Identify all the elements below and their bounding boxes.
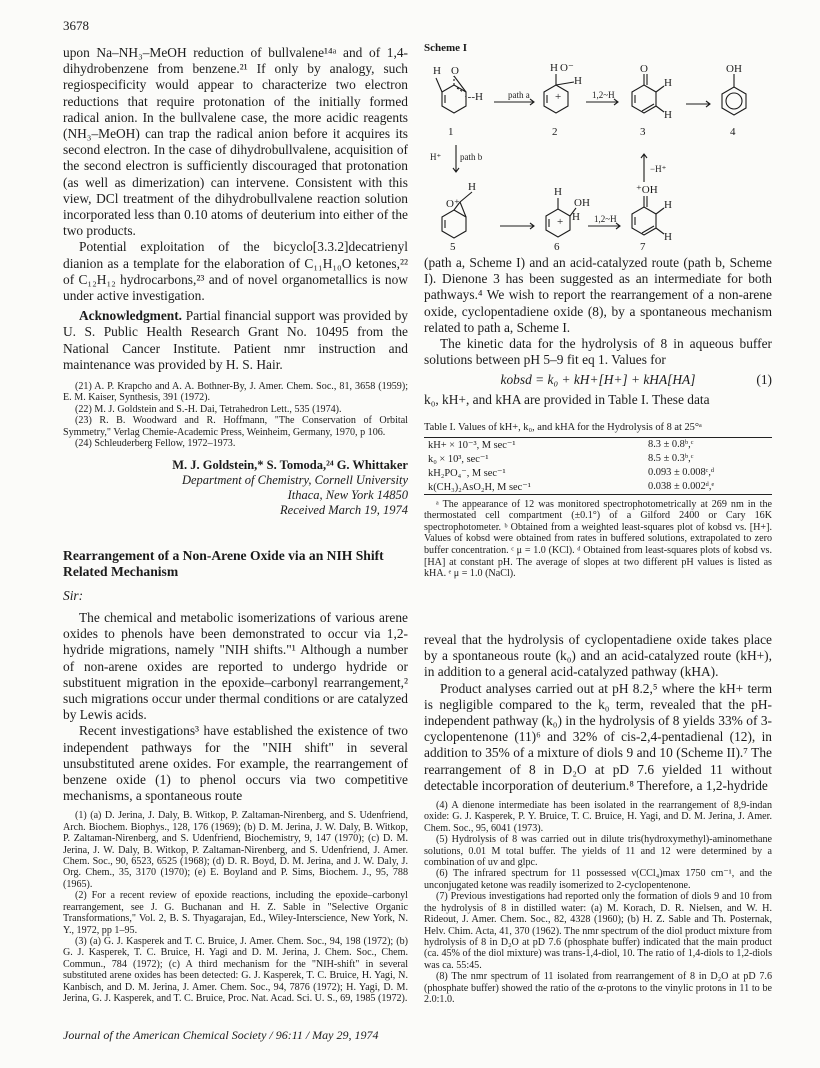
table-value: 8.5 ± 0.3ᵇ,ᶜ bbox=[648, 453, 694, 465]
signature-block bbox=[63, 458, 408, 518]
label-H-6a: H bbox=[554, 186, 562, 198]
footnote-5: (5) Hydrolysis of 8 was carried out in dilute tris(hydroxymethyl)-aminomethane solutions, 0.01 M total buffer. The yields of 11 and 12 were determined by a combination of uv and glpc. bbox=[424, 834, 772, 869]
footnote-24: (24) Schleuderberg Fellow, 1972–1973. bbox=[75, 438, 236, 450]
label-plus-2: + bbox=[555, 91, 562, 103]
author-department: Department of Chemistry, Cornell University bbox=[181, 472, 408, 487]
footnote-22: (22) M. J. Goldstein and S.-H. Dai, Tetrahedron Lett., 535 (1974). bbox=[75, 403, 342, 415]
label-OH-4: OH bbox=[726, 63, 742, 75]
footnote-3: (3) (a) G. J. Kasperek and T. C. Bruice, J. Amer. Chem. Soc., 94, 198 (1972); (b) G. J. Kasperek, T. C. Bruice, H. Yagi and D. M. Jerina, J. Chem. Soc., Chem. Commun., 784 (1972); (c) A third mechanism for the "NIH-shift" in several substituted arene oxides has been detected: G. J. Kasperek, T. C. Bruice, H. Yagi, N. Kanbisch, and D. M. Jerina, J. Amer. Chem. Soc., 94, 7876 (1972); H. Yagi, D. M. Jerina, G. J. Kasperek, and T. C. Bruice, Proc. Nat. Acad. Sci. U. S., 69, 1985 (1972). bbox=[63, 935, 408, 1004]
label-H-7b: H bbox=[664, 231, 672, 243]
label-dotH-1: ·--H bbox=[464, 91, 483, 103]
page-number: 3678 bbox=[63, 18, 89, 33]
label-Ominus-2: O⁻ bbox=[560, 62, 574, 74]
label-H-7a: H bbox=[664, 199, 672, 211]
rate-constants-table bbox=[424, 437, 772, 495]
label-H-1: H bbox=[433, 65, 441, 77]
label-H-6b: H bbox=[572, 211, 580, 223]
right-column-top bbox=[424, 255, 772, 580]
label-O-3: O bbox=[640, 63, 648, 75]
table-param: kH+ × 10⁻³, M sec⁻¹ bbox=[428, 439, 516, 451]
footnote-1: (1) (a) D. Jerina, J. Daly, B. Witkop, P. Zaltaman-Nirenberg, and S. Udenfriend, Arch. Biochem. Biophys., 128, 176 (1969); (b) D. M. Jerina, J. W. Daly, B. Witkop, P. Zaltaman-Nirenberg, and S. Udenfriend, Biochemistry, 9, 147 (1970); (c) D. M. Jerina, J. W. Daly, B. Witkop, P. Zaltaman-Nirenberg, and S. Udenfriend, J. Amer. Chem. Soc., 90, 6523, 6525 (1968); (d) D. R. Boyd, D. M. Jerina, and J. W. Daly, J. Org. Chem., 35, 3170 (1970); (e) E. Boyland and P. Sims, Biochem. J., 95, 788 (1965). bbox=[63, 810, 408, 890]
compound-number-1: 1 bbox=[448, 126, 454, 138]
label-H-2: H bbox=[550, 62, 558, 74]
label-OHplus-7: ⁺OH bbox=[636, 184, 658, 196]
scheme-label: Scheme I bbox=[424, 42, 468, 54]
label-path-b: path b bbox=[460, 152, 483, 162]
author-names: M. J. Goldstein,* S. Tomoda,²⁴ G. Whittaker bbox=[172, 457, 408, 472]
author-location: Ithaca, New York 14850 bbox=[287, 487, 408, 502]
salutation: Sir: bbox=[63, 588, 84, 603]
footnotes-block-3 bbox=[424, 800, 772, 1005]
table-param: kH₂PO₄⁻, M sec⁻¹ bbox=[428, 467, 506, 479]
footnote-7: (7) Previous investigations had reported only the formation of diols 9 and 10 from the hydrolysis of 8 in distilled water: (a) M. Korach, D. R. Nielsen, and W. H. Rideout, J. Amer. Chem. Soc., 82, 4328 (1960); (b) H. Z. Sable and Th. Posternak, Helv. Chim. Acta, 41, 370 (1962). The nmr spectrum of the diol product mixture from hydrolysis of 8 in D₂O at pD 7.6 (phosphate buffer) indicated that the main product (ca. 45% of the diol mixture) was trans-1,4-diol, 10. The ratio of 1,4-diols to 1,2-diols was ca. 55:45. bbox=[424, 891, 772, 971]
pathways-paragraph: (path a, Scheme I) and an acid-catalyzed route (path b, Scheme I). Dienone 3 has been suggested as an intermediate for both pathways.⁴ We wish to report the rearrangement of a non-arene oxide, cyclopentadiene oxide (8), by a spontaneous mechanism related to path a, Scheme I. bbox=[424, 255, 772, 335]
label-H-3b: H bbox=[664, 109, 672, 121]
table-row bbox=[424, 480, 772, 495]
label-O-1: O bbox=[451, 65, 459, 77]
label-OH-6: OH bbox=[574, 197, 590, 209]
label-minus-h: −H⁺ bbox=[650, 164, 667, 174]
compound-number-2: 2 bbox=[552, 126, 558, 138]
intro-paragraph: The chemical and metabolic isomerizations of various arene oxides to phenols have been demonstrated to occur via 1,2-hydride migrations, namely "NIH shifts."¹ Although a number of non-arene oxides are reported to undergo hydride or substituent migration in the epoxide–carbonyl rearrangement,² such migrations occur under thermal conditions or are catalyzed by Lewis acids. bbox=[63, 610, 408, 723]
table-value: 0.038 ± 0.002ᵈ,ᵉ bbox=[648, 481, 715, 493]
label-plus-6: + bbox=[557, 216, 564, 228]
table-row bbox=[424, 437, 772, 452]
ring-7 bbox=[632, 207, 656, 235]
scheme-figure bbox=[424, 42, 772, 252]
reveal-paragraph: reveal that the hydrolysis of cyclopentadiene oxide takes place by a spontaneous route (k₀) and an acid-catalyzed route (kH+), in addition to a general acid-catalyzed pathway (kHA). bbox=[424, 632, 772, 680]
label-path-a: path a bbox=[508, 90, 530, 100]
kinetics-paragraph: The kinetic data for the hydrolysis of 8 in aqueous buffer solutions between pH 5–9 fit eq 1. Values for bbox=[424, 336, 772, 368]
equation-1 bbox=[424, 368, 772, 392]
investigation-paragraph: Recent investigations³ have established the existence of two independent pathways for the "NIH shift" in several unsubstituted arene oxides. For example, the rearrangement of benzene oxide (1) to phenol occurs via two competitive mechanisms, a spontaneous route bbox=[63, 723, 408, 804]
footnote-23: (23) R. B. Woodward and R. Hoffmann, "The Conservation of Orbital Symmetry," Verlag Chemie-Academic Press, Weinheim, Germany, 1970, p 106. bbox=[63, 415, 408, 438]
label-h-plus: H⁺ bbox=[430, 152, 442, 162]
compound-number-3: 3 bbox=[640, 126, 646, 138]
table-row bbox=[424, 466, 772, 480]
footnote-6: (6) The infrared spectrum for 11 possessed ν(CCl₄)max 1750 cm⁻¹, and the unconjugated ketone was readily isomerized to 2-cyclopentenone. bbox=[424, 868, 772, 891]
compound-number-5: 5 bbox=[450, 241, 456, 252]
scheme-diagram bbox=[424, 42, 772, 252]
equation-text: kobsd = k₀ + kH+[H+] + kHA[HA] bbox=[500, 372, 696, 388]
table-value: 0.093 ± 0.008ᶜ,ᵈ bbox=[648, 467, 715, 479]
footnotes-block-1 bbox=[63, 381, 408, 449]
label-shift-a: 1,2~H bbox=[592, 90, 615, 100]
footnote-4: (4) A dienone intermediate has been isolated in the rearrangement of 8,9-indan oxide: G. J. Kasperek, P. Y. Bruice, T. C. Bruice, H. Yagi, and D. M. Jerina, J. Amer. Chem. Soc., 95, 6041 (1973). bbox=[424, 800, 772, 834]
compound-number-4: 4 bbox=[730, 126, 736, 138]
received-date: Received March 19, 1974 bbox=[280, 502, 408, 517]
table-notes: ᵃ The appearance of 12 was monitored spectrophotometrically at 269 nm in the thermostated cell compartment (±0.1°) of a Gilford 2400 or Cary 16K spectrophotometer. ᵇ Obtained from a weighted least-squares plot of kobsd vs. [H+]. Values of kobsd were obtained from rates in buffered solutions, extrapolated to zero buffer concentration. ᶜ μ = 1.0 (KCl). ᵈ Obtained from least-squares plots of kobsd vs. [HA] at constant pH. The average of slopes at two different pH values is listed as kHA. ᵉ μ = 1.0 (NaCl). bbox=[424, 498, 772, 580]
left-column bbox=[63, 45, 408, 518]
table-param: k(CH₃)₂AsO₂H, M sec⁻¹ bbox=[428, 481, 531, 493]
label-shift-b: 1,2~H bbox=[594, 214, 617, 224]
table-value: 8.3 ± 0.8ᵇ,ᶜ bbox=[648, 439, 694, 451]
ring-3 bbox=[632, 85, 656, 113]
article-title: Rearrangement of a Non-Arene Oxide via an NIH Shift Related Mechanism bbox=[63, 548, 384, 579]
product-analysis-paragraph: Product analyses carried out at pH 8.2,⁵ where the kH+ term is negligible compared to the k₀ term, revealed that the pH-independent pathway (k₀) in the hydrolysis of 8 yields 33% of 3-cyclopentenone (11)⁶ and 32% of cis-2,4-pentadienal (12), in addition to 35% of a mixture of diols 9 and 10 (Scheme II).⁷ The rearrangement of 8 in D₂O at pD 7.6 yielded 11 without detectable incorporation of deuterium.⁸ Therefore, a 1,2-hydride bbox=[424, 680, 772, 793]
ring-5 bbox=[442, 210, 466, 238]
footnote-2: (2) For a recent review of epoxide reactions, including the epoxide–carbonyl rearrangement, see J. G. Buchanan and H. Z. Sable in "Selective Organic Transformations," Vol. 2, B. S. Thyagarajan, Ed., Wiley-Interscience, New York, N. Y., 1972, pp 1–95. bbox=[63, 890, 408, 936]
continuation-paragraph: upon Na–NH₃–MeOH reduction of bullvalene¹⁴ᵃ and of 1,4-dihydrobenzene from benzene.²¹ If only by analogy, such regiospecificity would appear to characterize two electron reductions that require protonation of the initially formed radical anion. In the bullvalene case, the more acidic reagents (NH₃–MeOH) can trap the radical anion before it acquires its second electron. In the case of dihydrobullvalene, acquisition of the second electron is sufficiently discouraged that protonation (as well as dimerization) can intervene. Consistent with this view, DCl treatment of the dihydrobullvalene reaction solution incorporated less than 0.10 atoms of deuterium into either of the two products. bbox=[63, 45, 408, 239]
label-H-5: H bbox=[468, 181, 476, 193]
acknowledgment-text: Partial financial support was provided by U. S. Public Health Research Grant No. 10495 from the National Cancer Institute. Patient nmr instruction and maintenance was provided by H. S. Hair. bbox=[63, 308, 408, 372]
acknowledgment-paragraph bbox=[63, 308, 408, 373]
article-section bbox=[63, 548, 408, 1004]
journal-footer: Journal of the American Chemical Society / 96:11 / May 29, 1974 bbox=[63, 1028, 379, 1042]
right-column-bottom bbox=[424, 632, 772, 1005]
table-caption: Table I. Values of kH+, k₀, and kHA for the Hydrolysis of 8 at 25°ᵃ bbox=[424, 421, 702, 433]
footnote-21: (21) A. P. Krapcho and A. A. Bothner-By, J. Amer. Chem. Soc., 81, 3658 (1959); E. M. Kaiser, Synthesis, 391 (1972). bbox=[63, 381, 408, 404]
compound-number-7: 7 bbox=[640, 241, 646, 252]
table-row bbox=[424, 452, 772, 466]
footnotes-block-2 bbox=[63, 810, 408, 1004]
acknowledgment-title: Acknowledgment. bbox=[79, 308, 183, 324]
footnote-8: (8) The nmr spectrum of 11 isolated from rearrangement of 8 in D₂O at pD 7.6 (phosphate buffer) showed the ratio of the α-protons to the vinylic protons in 11 to be 2.0:1.0. bbox=[424, 971, 772, 1005]
label-H-2b: H bbox=[574, 75, 582, 87]
equation-number: (1) bbox=[756, 372, 772, 388]
constants-paragraph: k₀, kH+, and kHA are provided in Table I. These data bbox=[424, 392, 710, 408]
ring-1 bbox=[442, 85, 466, 113]
label-Oplus-5: O⁺ bbox=[446, 198, 460, 210]
compound-number-6: 6 bbox=[554, 241, 560, 252]
table-param: k₀ × 10³, sec⁻¹ bbox=[428, 453, 489, 465]
potential-paragraph: Potential exploitation of the bicyclo[3.3.2]decatrienyl dianion as a template for the elaboration of C₁₁H₁₀O ketones,²² of C₁₂H₁₂ hydrocarbons,²³ and of novel organometallics is now under active investigation. bbox=[63, 239, 408, 304]
label-H-3a: H bbox=[664, 77, 672, 89]
